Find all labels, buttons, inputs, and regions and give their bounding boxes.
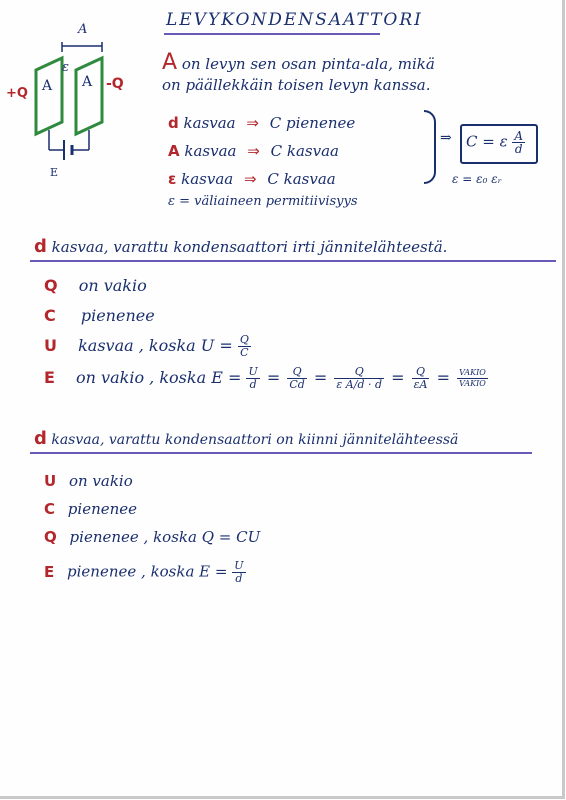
item-var: U (44, 472, 57, 490)
formula-den: d (514, 142, 523, 156)
item-fraction: $\frac{U}{d}$ (248, 365, 258, 391)
section1-item-q (44, 276, 147, 295)
page-title: LEVYKONDENSAATTORI (166, 10, 423, 30)
section2-heading-text: kasvaa, varattu kondensaattori on kiinni jännitelähteessä (51, 432, 459, 448)
item-var: C (44, 306, 56, 325)
relations-brace (424, 110, 436, 184)
section1-heading-text: kasvaa, varattu kondensaattori irti jännitelähteestä. (51, 238, 448, 256)
item-var: C (44, 500, 56, 518)
item-text: pienenee (67, 500, 138, 518)
section2-item-q (44, 528, 260, 546)
chain-fraction-3: $\frac{Q}{\varepsilon A}$ (413, 365, 428, 391)
chain-eq: = (313, 368, 328, 387)
section1-heading (34, 236, 447, 257)
relation-text: kasvaa (181, 170, 234, 188)
relation-result: C pienenee (269, 114, 356, 132)
formula-num: A (514, 129, 524, 143)
chain-eq: = (436, 368, 450, 387)
section2-underline (30, 452, 532, 454)
section2-heading (34, 428, 458, 449)
chain-fraction-4: $\frac{\text{VAKIO}}{\text{VAKIO}}$ (459, 368, 486, 388)
plate-left-label: A (42, 78, 53, 94)
relation-var: d (168, 114, 179, 132)
right-plate (76, 58, 102, 134)
permittivity-note: ε = väliaineen permitiivisyys (168, 194, 358, 209)
relation-text: kasvaa (183, 114, 236, 132)
capacitor-diagram (0, 18, 150, 188)
chain-fraction-1: $\frac{Q}{Cd}$ (289, 365, 305, 391)
section1-item-e (44, 366, 488, 391)
item-text: pienenee (80, 306, 155, 325)
formula-implies-icon: ⇒ (440, 130, 452, 146)
item-text: pienenee , koska E = (67, 562, 228, 581)
item-text: on vakio (68, 472, 133, 490)
chain-eq: = (391, 368, 405, 387)
item-text: on vakio (78, 276, 147, 295)
item-var: U (44, 336, 57, 355)
item-var: E (44, 368, 55, 387)
plate-right-label: A (82, 74, 93, 90)
relation-arrow-icon: ⇒ (244, 170, 257, 188)
epsilon-relation: ε = ε₀ εᵣ (452, 172, 502, 186)
chain-eq: = (266, 368, 281, 387)
relation-text: kasvaa (184, 142, 237, 160)
left-plate (36, 58, 62, 134)
item-text: on vakio , koska E = (76, 368, 242, 387)
section1-item-u (44, 334, 251, 359)
title-underline (164, 33, 380, 35)
definition-text-1: on levyn sen osan pinta-ala, mikä (181, 55, 435, 73)
relation-result: C kasvaa (270, 142, 339, 160)
section2-item-c (44, 500, 137, 518)
item-var: Q (44, 528, 57, 546)
relation-var: ε (168, 170, 177, 188)
item-fraction: $\frac{Q}{C}$ (239, 333, 249, 359)
section1-underline (30, 260, 556, 262)
item-fraction: $\frac{U}{d}$ (234, 559, 244, 585)
relation-a (168, 142, 339, 160)
section2-item-e (44, 560, 246, 585)
definition-line-1 (162, 50, 435, 75)
relation-arrow-icon: ⇒ (247, 142, 260, 160)
diagram-label-top: A (78, 22, 88, 37)
charge-negative: -Q (106, 76, 124, 92)
item-var: Q (44, 276, 58, 295)
diagram-label-epsilon: ε (62, 60, 69, 75)
relation-d (168, 114, 355, 132)
relation-result: C kasvaa (267, 170, 336, 188)
capacitance-formula (466, 130, 525, 155)
item-var: E (44, 562, 55, 581)
charge-positive: +Q (6, 86, 28, 101)
chain-fraction-2: $\frac{Q}{\text{ε A/d · d}}$ (336, 365, 383, 391)
relation-epsilon (168, 170, 336, 188)
diagram-label-bottom: E (50, 166, 59, 179)
formula-lhs: C = ε (466, 132, 508, 151)
section2-item-u (44, 472, 133, 490)
section1-item-c (44, 306, 155, 325)
item-text: kasvaa , koska U = (78, 336, 233, 355)
relation-var: A (168, 142, 180, 160)
definition-line-2: on päällekkäin toisen levyn kanssa. (162, 76, 431, 94)
item-text: pienenee , koska Q = CU (69, 528, 261, 546)
formula-fraction (512, 130, 525, 155)
section1-heading-var: d (34, 236, 47, 257)
relation-arrow-icon: ⇒ (246, 114, 259, 132)
section2-heading-var: d (34, 428, 47, 449)
definition-big-letter: A (162, 50, 178, 75)
